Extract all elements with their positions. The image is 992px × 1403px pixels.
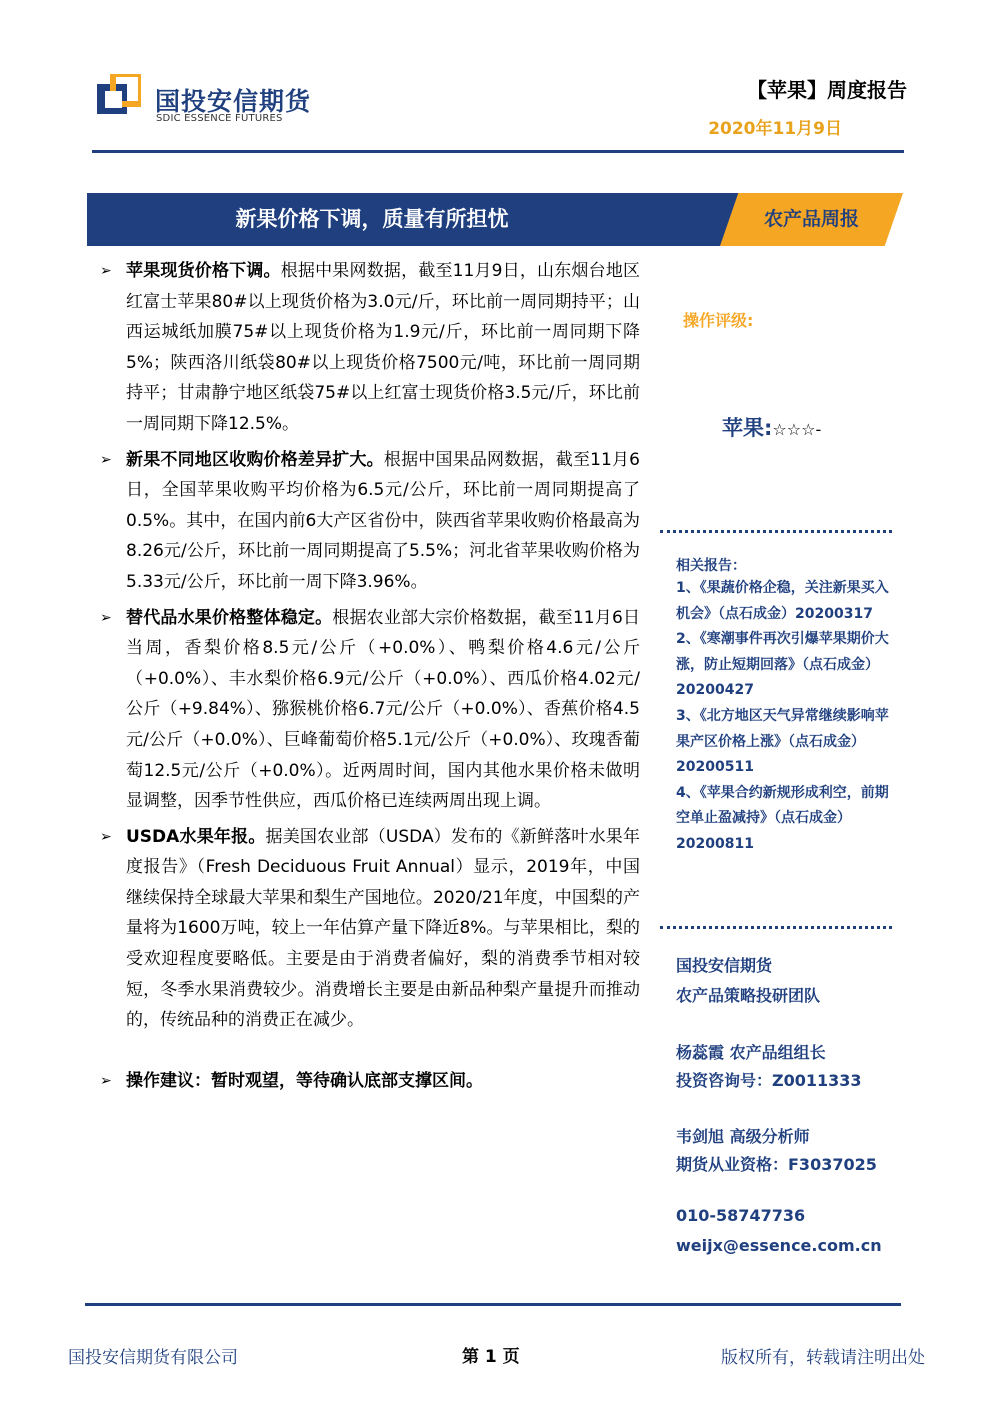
analyst-license: 投资咨询号：Z0011333 bbox=[676, 1071, 862, 1090]
report-headline: 新果价格下调，质量有所担忧 bbox=[235, 207, 509, 231]
related-report-item: 3、《北方地区天气异常继续影响苹果产区价格上涨》（点石成金）20200511 bbox=[676, 707, 889, 776]
paragraph-substitute-fruit bbox=[100, 603, 640, 817]
main-content bbox=[100, 256, 640, 1096]
arrow-bullet-icon: ➢ bbox=[100, 1072, 112, 1089]
paragraph-purchase-price bbox=[100, 445, 640, 598]
rating-label: 操作评级: bbox=[683, 311, 754, 330]
paragraph-text: 根据中果网数据，截至11月9日，山东烟台地区红富士苹果80#以上现货价格为3.0元/斤，环比前一周同期持平；山西运城纸加膜75#以上现货价格为1.9元/斤，环比前一周同期下降5%；陕西洛川纸袋80#以上现货价格7500元/吨，环比前一周同期持平；甘肃静宁地区纸袋75#以上红富士现货价格3.5元/斤，环比前一周同期下降12.5%。 bbox=[126, 261, 641, 434]
paragraph-text: 根据农业部大宗价格数据，截至11月6日当周，香梨价格8.5元/公斤（+0.0%）、鸭梨价格4.6元/公斤（+0.0%）、丰水梨价格6.9元/公斤（+0.0%）、西瓜价格4.02元/公斤（+9.84%）、猕猴桃价格6.7元/公斤（+0.0%）、香蕉价格4.5元/公斤（+0.0%）、巨峰葡萄价格5.1元/公斤（+0.0%）、玫瑰香葡萄12.5元/公斤（+0.0%）。近两周时间，国内其他水果价格未做明显调整，因季节性供应，西瓜价格已连续两周出现上调。 bbox=[126, 607, 640, 812]
company-info bbox=[676, 951, 820, 1011]
report-type-title: 【苹果】周度报告 bbox=[747, 78, 907, 102]
analyst-name: 杨蕊霞 农产品组组长 bbox=[676, 1043, 826, 1062]
related-report-item: 2、《寒潮事件再次引爆苹果期价大涨，防止短期回落》（点石成金）20200427 bbox=[676, 631, 889, 699]
arrow-bullet-icon: ➢ bbox=[100, 451, 112, 468]
related-report-item: 1、《果蔬价格企稳，关注新果买入机会》（点石成金）20200317 bbox=[676, 580, 889, 622]
paragraph-lead: 新果不同地区收购价格差异扩大。 bbox=[126, 449, 384, 470]
analyst-name: 韦剑旭 高级分析师 bbox=[676, 1127, 810, 1146]
report-date: 2020年11月9日 bbox=[708, 119, 842, 139]
arrow-bullet-icon: ➢ bbox=[100, 609, 112, 626]
footer-company: 国投安信期货有限公司 bbox=[68, 1348, 238, 1368]
paragraph-lead: 苹果现货价格下调。 bbox=[126, 261, 281, 281]
rating-value bbox=[722, 412, 821, 442]
category-tag-label: 农产品周报 bbox=[763, 208, 859, 230]
paragraph-usda-report bbox=[100, 822, 640, 1036]
sidebar-divider bbox=[660, 926, 892, 929]
rating-item: 苹果: bbox=[722, 416, 773, 440]
paragraph-lead: 替代品水果价格整体稳定。 bbox=[126, 607, 333, 628]
paragraph-text: 根据中国果品网数据，截至11月6日，全国苹果收购平均价格为6.5元/公斤，环比前一周同期提高了0.5%。其中，在国内前6大产区省份中，陕西省苹果收购价格最高为8.26元/公斤，环比前一周同期提高了5.5%；河北省苹果收购价格为5.33元/公斤，环比前一周下降3.96%。 bbox=[126, 449, 640, 592]
arrow-bullet-icon: ➢ bbox=[100, 263, 112, 279]
contact-email[interactable]: weijx@essence.com.cn bbox=[676, 1236, 882, 1255]
analyst-info bbox=[676, 1039, 862, 1095]
analyst-info bbox=[676, 1123, 877, 1179]
contact-info bbox=[676, 1201, 882, 1261]
related-reports-list bbox=[676, 576, 892, 858]
analyst-license: 期货从业资格：F3037025 bbox=[676, 1155, 877, 1174]
footer-copyright: 版权所有，转载请注明出处 bbox=[721, 1348, 925, 1368]
company-logo-icon bbox=[97, 74, 141, 124]
team-name: 农产品策略投研团队 bbox=[676, 986, 821, 1005]
paragraph-text: 据美国农业部（USDA）发布的《新鲜落叶水果年度报告》（Fresh Deciduous Fruit Annual）显示，2019年，中国继续保持全球最大苹果和梨生产国地位。2020/21年度，中国梨的产量将为1600万吨，较上一年估算产量下降近8%。与苹果相比，梨的受欢迎程度要略低。主要是由于消费者偏好，梨的消费季节相对较短，冬季水果消费较少。消费增长主要是由新品种梨产量提升而推动的，传统品种的消费正在减少。 bbox=[126, 826, 640, 1031]
page-number: 第 1 页 bbox=[462, 1347, 520, 1367]
related-reports-title: 相关报告： bbox=[676, 558, 746, 574]
footer-divider bbox=[85, 1303, 901, 1306]
paragraph-lead: 操作建议：暂时观望，等待确认底部支撑区间。 bbox=[126, 1070, 483, 1091]
header-divider bbox=[92, 150, 904, 153]
company-name: 国投安信期货 bbox=[676, 956, 773, 975]
paragraph-spot-price bbox=[100, 256, 640, 440]
logo-text-cn: 国投安信期货 bbox=[155, 87, 312, 116]
logo-text-en: SDIC ESSENCE FUTURES bbox=[156, 113, 283, 124]
contact-phone: 010-58747736 bbox=[676, 1206, 806, 1225]
sidebar-divider bbox=[660, 530, 892, 533]
related-report-item: 4、《苹果合约新规形成利空，前期空单止盈减持》（点石成金）20200811 bbox=[676, 784, 889, 852]
paragraph-lead: USDA水果年报。 bbox=[126, 826, 266, 847]
star-rating-icon: ☆☆☆- bbox=[772, 420, 822, 439]
paragraph-operation-advice bbox=[100, 1066, 640, 1097]
arrow-bullet-icon: ➢ bbox=[100, 828, 112, 845]
